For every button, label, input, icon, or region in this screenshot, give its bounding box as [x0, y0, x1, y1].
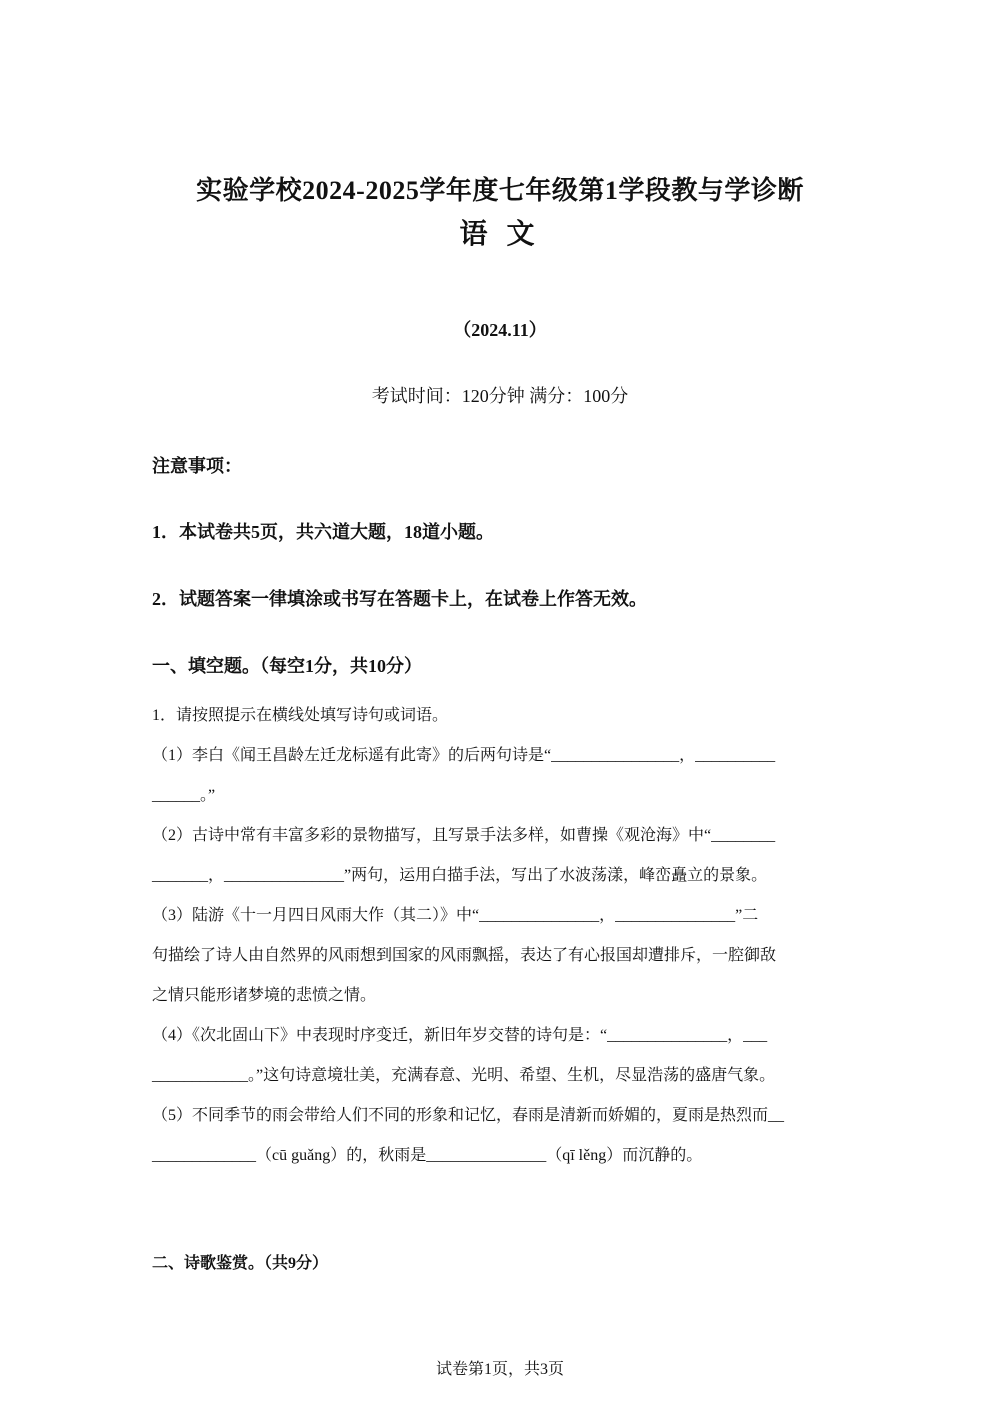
question-1-5-line-2: _____________（cū guǎng）的，秋雨是_______________（qī lěng）而沉静的。: [152, 1147, 703, 1164]
notes-item-1: 1．本试卷共5页，共六道大题，18道小题。: [152, 522, 494, 542]
section-1-heading: 一、填空题。（每空1分，共10分）: [152, 656, 422, 676]
page-footer: 试卷第1页，共3页: [435, 1361, 564, 1378]
question-1-5-line-1: （5）不同季节的雨会带给人们不同的形象和记忆，春雨是清新而娇媚的，夏雨是热烈而__: [152, 1107, 785, 1124]
question-1-3-line-1: （3）陆游《十一月四日风雨大作（其二）》中“_______________，_______________”二: [152, 907, 759, 924]
exam-info: 考试时间：120分钟 满分：100分: [371, 386, 629, 406]
notes-item-2: 2．试题答案一律填涂或书写在答题卡上，在试卷上作答无效。: [152, 589, 647, 609]
question-1-intro: 1．请按照提示在横线处填写诗句或词语。: [152, 707, 449, 724]
question-1-4-line-1: （4）《次北固山下》中表现时序变迁，新旧年岁交替的诗句是：“_______________，___: [152, 1027, 768, 1044]
section-2-heading: 二、诗歌鉴赏。（共9分）: [152, 1255, 329, 1272]
question-1-4-line-2: ____________。”这句诗意境壮美，充满春意、光明、希望、生机，尽显浩荡的盛唐气象。: [152, 1067, 776, 1084]
question-1-block: [152, 696, 852, 1176]
subject-title: 语 文: [459, 219, 541, 250]
question-1-2-line-2: _______，_______________”两句，运用白描手法，写出了水波荡漾，峰峦矗立的景象。: [152, 867, 768, 884]
notes-heading: 注意事项：: [152, 456, 242, 476]
exam-title: 实验学校2024-2025学年度七年级第1学段教与学诊断: [196, 176, 804, 205]
question-1-2-line-1: （2）古诗中常有丰富多彩的景物描写，且写景手法多样，如曹操《观沧海》中“________: [152, 827, 776, 844]
exam-date: （2024.11）: [453, 320, 547, 340]
question-1-1-line-2: ______。”: [152, 787, 216, 804]
question-1-1-line-1: （1）李白《闻王昌龄左迁龙标遥有此寄》的后两句诗是“________________，__________: [152, 747, 776, 764]
question-1-3-line-2: 句描绘了诗人由自然界的风雨想到国家的风雨飘摇，表达了有心报国却遭排斥，一腔御敌: [152, 947, 777, 964]
question-1-3-line-3: 之情只能形诸梦境的悲愤之情。: [152, 987, 377, 1004]
